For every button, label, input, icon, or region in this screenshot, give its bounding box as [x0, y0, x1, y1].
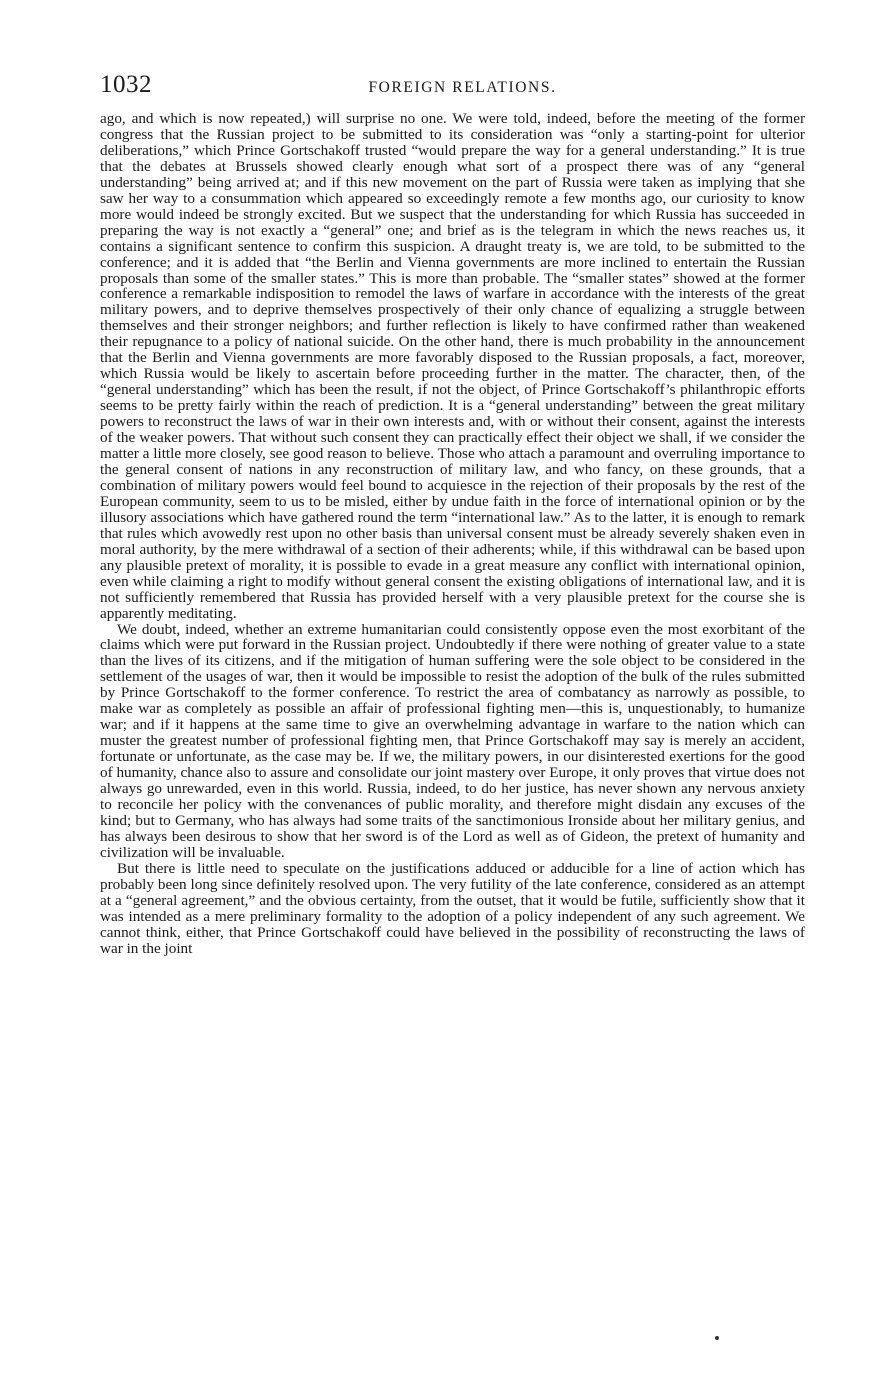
running-head: FOREIGN RELATIONS.	[368, 79, 557, 96]
ink-speck	[715, 1336, 719, 1340]
page-number: 1032	[100, 71, 152, 98]
document-page	[100, 70, 805, 957]
paragraph: We doubt, indeed, whether an extreme humanitarian could consistently oppose even the most exorbitant of the claims which were put forward in the Russian project. Undoubtedly if there were nothing of greater value to a state than the lives of its citizens, and if the mitigation of human suffering were the sole object to be considered in the settlement of the usages of war, then it would be impossible to resist the adoption of the bulk of the rules submitted by Prince Gortschakoff to the former conference. To restrict the area of combatancy as narrowly as possible, to make war as completely as possible an affair of professional fighting men—this is, unquestionably, to humanize war; and if it happens at the same time to give an overwhelming advantage in warfare to the nation which can muster the greatest number of professional fighting men, that Prince Gortschakoff may say is merely an accident, fortunate or unfortunate, as the case may be. If we, the military powers, in our disinterested exertions for the good of humanity, chance also to assure and consolidate our joint mastery over Europe, it only proves that virtue does not always go unrewarded, even in this world. Russia, indeed, to do her justice, has never shown any nervous anxiety to reconcile her policy with the convenances of public morality, and therefore might disdain any excuses of the kind; but to Germany, who has always had some traits of the sanctimonious Ironside about her military genius, and has always been desirous to show that her sword is of the Lord as well as of Gideon, the pretext of humanity and civilization will be invaluable.	[100, 620, 805, 861]
body-text	[100, 111, 805, 957]
page-header	[100, 70, 805, 106]
paragraph: ago, and which is now repeated,) will surprise no one. We were told, indeed, before the meeting of the former congress that the Russian project to be submitted to its consideration was “only a starting-point for ulterior deliberations,” which Prince Gortschakoff trusted “would prepare the way for a general understanding.” It is true that the debates at Brussels showed clearly enough what sort of a prospect there was of any “general understanding” being arrived at; and if this new movement on the part of Russia were taken as implying that she saw her way to a consummation which appeared so exceedingly remote a few months ago, our curiosity to know more would indeed be strongly excited. But we suspect that the understanding for which Russia has succeeded in preparing the way is not exactly a “general” one; and brief as is the telegram in which the news reaches us, it contains a significant sentence to confirm this suspicion. A draught treaty is, we are told, to be submitted to the conference; and it is added that “the Berlin and Vienna governments are more inclined to entertain the Russian proposals than some of the smaller states.” This is more than probable. The “smaller states” showed at the former conference a remarkable indisposition to remodel the laws of warfare in accordance with the interests of the great military powers, and to deprive themselves prospectively of their only chance of equalizing a struggle between themselves and their stronger neighbors; and further reflection is likely to have confirmed rather than weakened their repugnance to a policy of national suicide. On the other hand, there is much probability in the announcement that the Berlin and Vienna governments are more favorably disposed to the Russian proposals, a fact, moreover, which Russia would be likely to ascertain before proceeding further in the matter. The character, then, of the “general understanding” which has been the result, if not the object, of Prince Gortschakoff’s philanthropic efforts seems to be pretty fairly within the reach of prediction. It is a “general understanding” between the great military powers to reconstruct the laws of war in their own interests and, with or without their consent, against the interests of the weaker powers. That without such consent they can practically effect their object we shall, if we consider the matter a little more closely, see good reason to believe. Those who attach a paramount and overruling importance to the general consent of nations in any reconstruction of military law, and who fancy, on these grounds, that a combination of military powers would feel bound to acquiesce in the rejection of their proposals by the rest of the European community, seem to us to be misled, either by undue faith in the force of international opinion or by the illusory associations which have gathered round the term “international law.” As to the latter, it is enough to remark that rules which avowedly rest upon no other basis than universal consent must be already severely shaken even in moral authority, by the mere withdrawal of a section of their adherents; while, if this withdrawal can be based upon any plausible pretext of morality, it is possible to evade in a great measure any conflict with international opinion, even while claiming a right to modify without general consent the existing obligations of international law, and it is not sufficiently remembered that Russia has provided herself with a very plausible pretext for the course she is apparently meditating.	[100, 110, 805, 622]
paragraph: But there is little need to speculate on the justifications adduced or adducible for a line of action which has probably been long since definitely resolved upon. The very futility of the late conference, considered as an attempt at a “general agreement,” and the obvious certainty, from the outset, that it would be futile, sufficiently show that it was intended as a mere preliminary formality to the adoption of a policy independent of any such agreement. We cannot think, either, that Prince Gortschakoff could have believed in the possibility of reconstructing the laws of war in the joint	[100, 859, 805, 957]
